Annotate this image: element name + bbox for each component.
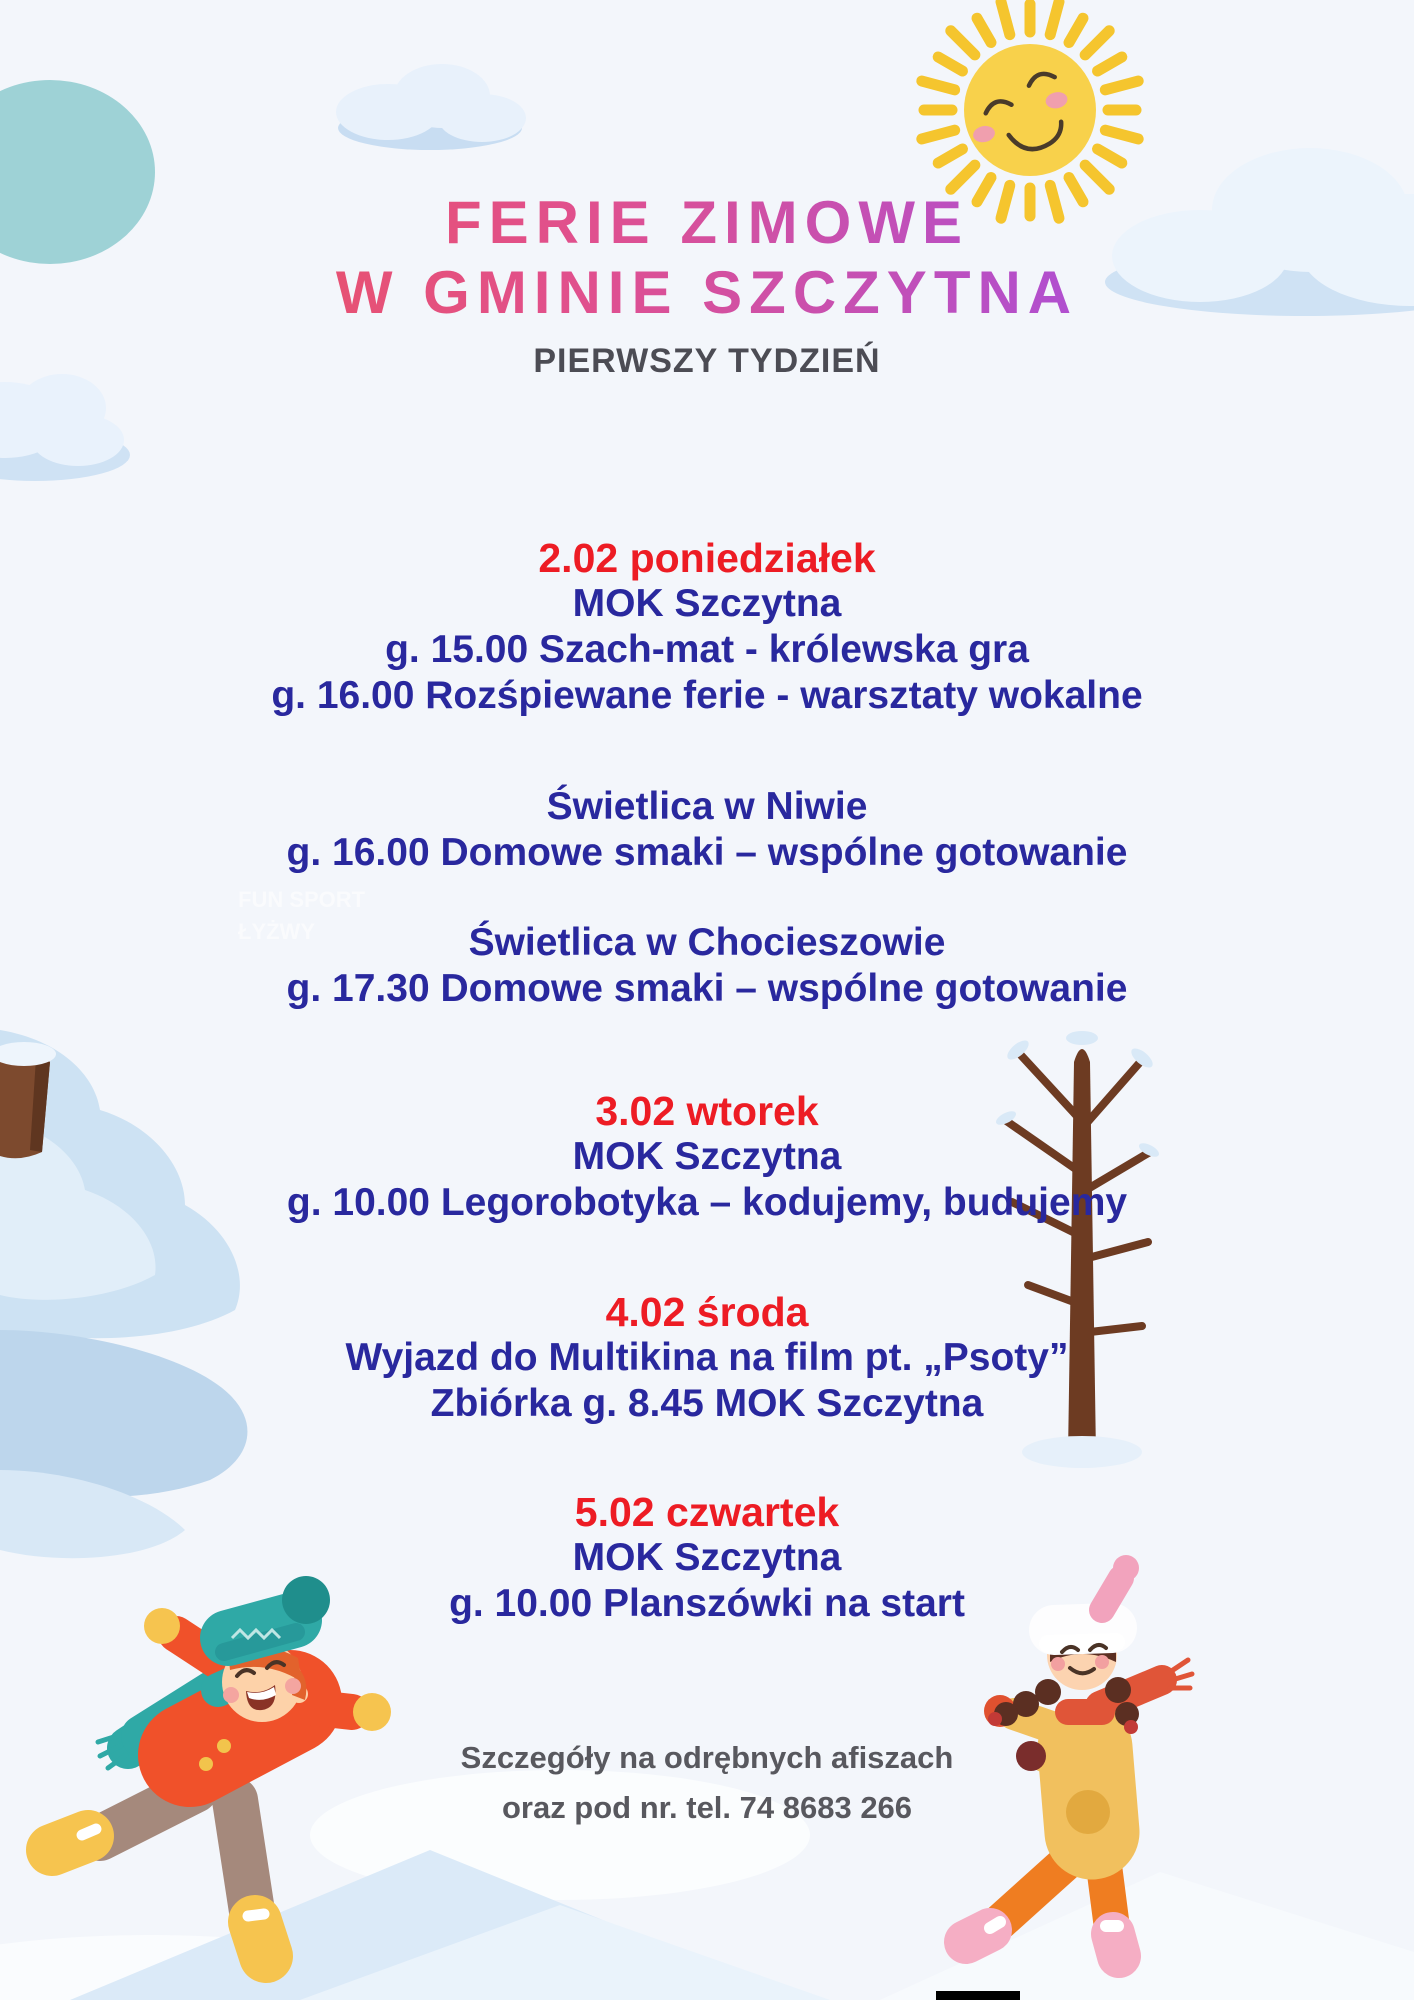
event-line: g. 10.00 Planszówki na start xyxy=(449,1582,965,1625)
cloud-icon xyxy=(336,64,526,150)
event-line: MOK Szczytna xyxy=(572,1536,842,1579)
event-line: Wyjazd do Multikina na film pt. „Psoty” xyxy=(345,1336,1069,1379)
poster-footer xyxy=(0,1733,1414,1833)
schedule-venue-niwa xyxy=(0,784,1414,876)
event-line: g. 10.00 Legorobotyka – kodujemy, budujemy xyxy=(286,1181,1128,1224)
event-line: Zbiórka g. 8.45 MOK Szczytna xyxy=(430,1382,984,1425)
poster-subtitle: PIERWSZY TYDZIEŃ xyxy=(533,342,881,380)
schedule-day-thursday xyxy=(0,1489,1414,1627)
day-date: 3.02 wtorek xyxy=(595,1088,819,1134)
schedule-day-tuesday xyxy=(0,1088,1414,1226)
footer-details: Szczegóły na odrębnych afiszach xyxy=(460,1740,954,1775)
event-line: g. 17.30 Domowe smaki – wspólne gotowanie xyxy=(286,967,1128,1010)
schedule-venue-chocieszow xyxy=(0,920,1414,1012)
event-line: MOK Szczytna xyxy=(572,582,842,625)
day-date: 4.02 środa xyxy=(605,1289,809,1335)
redacted-black-bar xyxy=(936,1991,1020,2000)
schedule xyxy=(0,535,1414,1833)
day-date: 5.02 czwartek xyxy=(574,1489,840,1535)
watermark-line: ŁYŻWY xyxy=(238,919,315,944)
venue-name: Świetlica w Chocieszowie xyxy=(468,921,946,964)
schedule-day-monday xyxy=(0,535,1414,719)
day-date: 2.02 poniedziałek xyxy=(538,535,876,581)
venue-name: Świetlica w Niwie xyxy=(546,785,868,828)
event-line: MOK Szczytna xyxy=(572,1135,842,1178)
title-line-1: FERIE ZIMOWE xyxy=(0,188,1414,258)
event-line: g. 16.00 Rozśpiewane ferie - warsztaty wokalne xyxy=(271,674,1143,717)
footer-phone: oraz pod nr. tel. 74 8683 266 xyxy=(501,1790,913,1825)
poster-title xyxy=(0,188,1414,328)
event-line: g. 16.00 Domowe smaki – wspólne gotowanie xyxy=(286,831,1128,874)
watermark-line: FUN SPORT xyxy=(238,887,366,912)
title-line-2: W GMINIE SZCZYTNA xyxy=(0,258,1414,328)
cloud-icon xyxy=(0,374,130,481)
sun-icon xyxy=(922,2,1138,218)
schedule-day-wednesday xyxy=(0,1289,1414,1427)
event-line: g. 15.00 Szach-mat - królewska gra xyxy=(385,628,1029,671)
